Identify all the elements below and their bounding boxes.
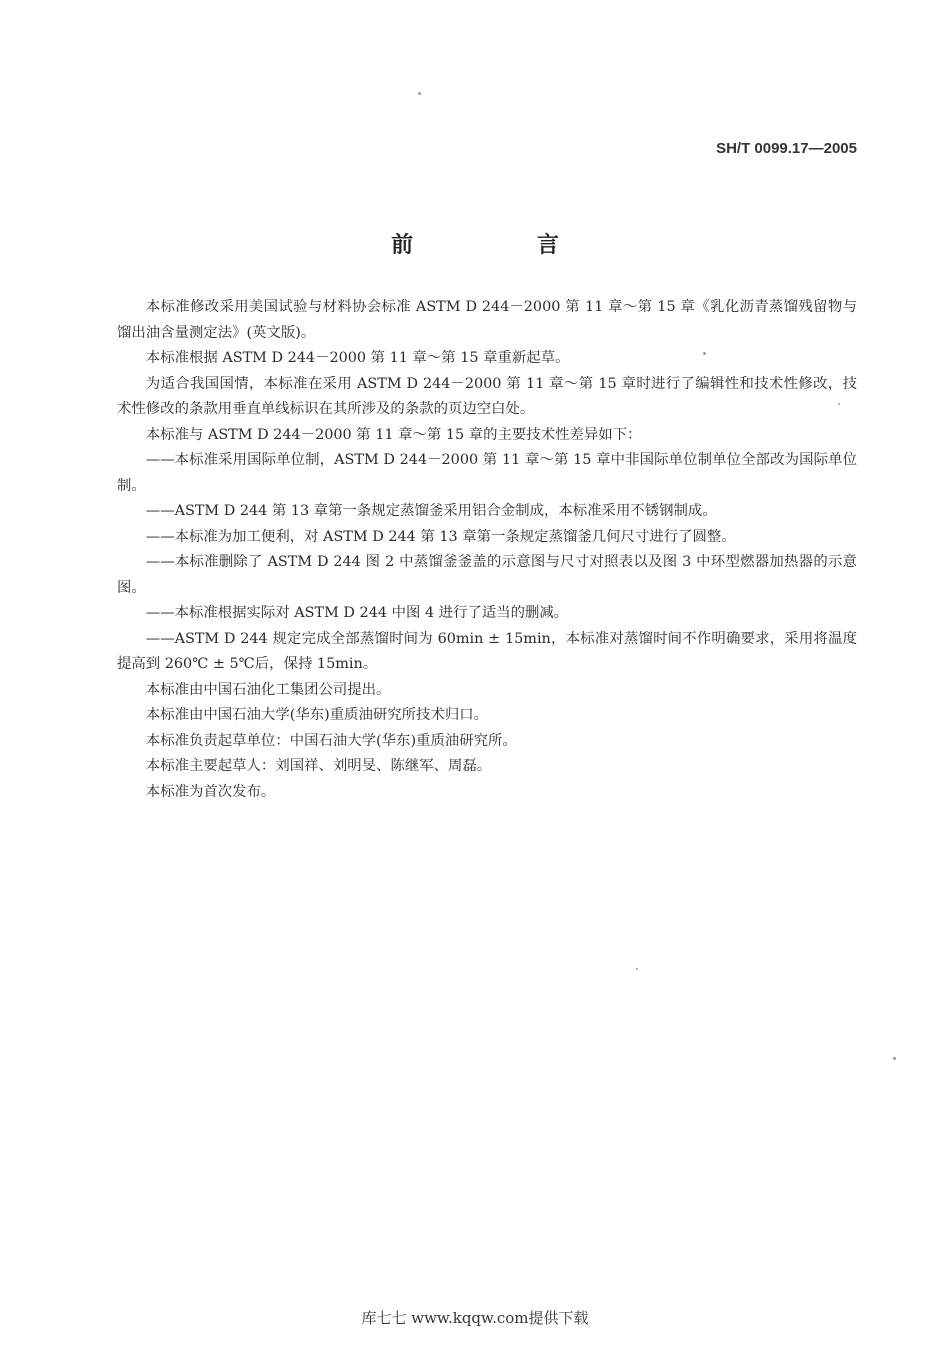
- paragraph: 本标准负责起草单位：中国石油大学(华东)重质油研究所。: [145, 732, 517, 749]
- paragraph: ——ASTM D 244 第 13 章第一条规定蒸馏釜采用铝合金制成，本标准采用不锈钢制成。: [145, 503, 717, 519]
- scan-speck: [893, 1057, 896, 1060]
- paragraph: ——本标准采用国际单位制，ASTM D 244－2000 第 11 章～第 15 章中非国际单位制单位全部改为国际单位制。: [117, 452, 857, 494]
- paragraph: 本标准根据 ASTM D 244－2000 第 11 章～第 15 章重新起草。: [145, 350, 570, 366]
- paragraph: ——本标准根据实际对 ASTM D 244 中图 4 进行了适当的删减。: [145, 605, 569, 621]
- scan-speck: [636, 968, 638, 970]
- download-footer: 库七七 www.kqqw.com提供下载: [361, 1309, 589, 1327]
- standard-code: SH/T 0099.17—2005: [716, 140, 857, 157]
- paragraph: 本标准与 ASTM D 244－2000 第 11 章～第 15 章的主要技术性差异如下：: [145, 426, 642, 443]
- paragraph: ——ASTM D 244 规定完成全部蒸馏时间为 60min ± 15min，本标准对蒸馏时间不作明确要求，采用将温度提高到 260℃ ± 5℃后，保持 15min。: [117, 630, 857, 672]
- paragraph: ——本标准删除了 ASTM D 244 图 2 中蒸馏釜釜盖的示意图与尺寸对照表以及图 3 中环型燃器加热器的示意图。: [117, 554, 857, 596]
- scan-speck: [838, 403, 840, 405]
- paragraph: 本标准为首次发布。: [145, 783, 276, 800]
- paragraph: 本标准主要起草人：刘国祥、刘明旻、陈继军、周磊。: [145, 758, 492, 774]
- scan-speck: [418, 92, 421, 95]
- paragraph: ——本标准为加工便利，对 ASTM D 244 第 13 章第一条规定蒸馏釜几何尺寸进行了圆整。: [145, 528, 736, 545]
- paragraph: 为适合我国国情，本标准在采用 ASTM D 244－2000 第 11 章～第 15 章时进行了编辑性和技术性修改，技术性修改的条款用垂直单线标识在其所涉及的条款的页边空白处。: [117, 375, 857, 417]
- page-title: 前 言: [391, 232, 617, 258]
- paragraph: 本标准修改采用美国试验与材料协会标准 ASTM D 244－2000 第 11 章～第 15 章《乳化沥青蒸馏残留物与馏出油含量测定法》(英文版)。: [117, 299, 857, 341]
- paragraph: 本标准由中国石油大学(华东)重质油研究所技术归口。: [145, 707, 489, 723]
- scan-speck: [703, 352, 706, 355]
- foreword-body: [117, 295, 857, 805]
- paragraph: 本标准由中国石油化工集团公司提出。: [145, 681, 391, 698]
